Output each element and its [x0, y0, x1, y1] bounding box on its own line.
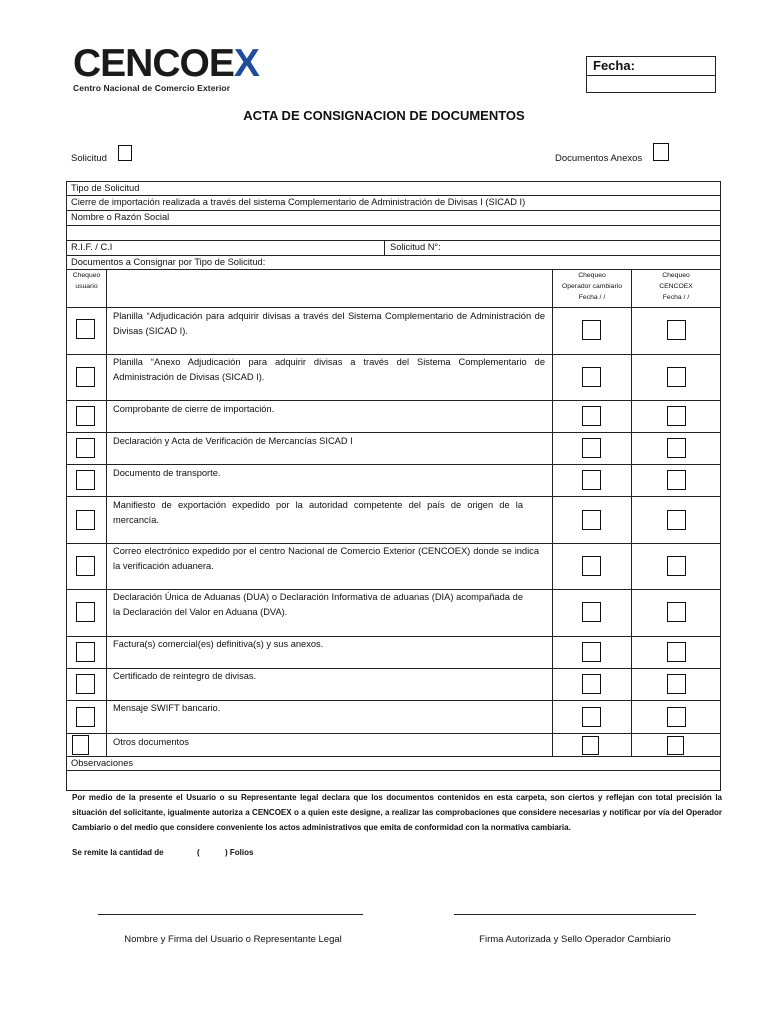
logo-subtitle: Centro Nacional de Comercio Exterior [73, 83, 231, 93]
folios-count-field[interactable] [203, 846, 225, 860]
cencoex-checkbox[interactable] [667, 438, 686, 458]
operador-checkbox[interactable] [582, 406, 601, 426]
operador-checkbox[interactable] [582, 320, 601, 340]
operador-checkbox[interactable] [582, 367, 601, 387]
declaration-text: Por medio de la presente el Usuario o su Representante legal declara que los documentos contenidos en esta carpeta, son ciertos y reflejan con total precisión la situación del solicitante, igualmente autoriza a CENCOEX o a quien este designe, a realizar las comprobaciones que considere necesarias y notificar por vía del Operador Cambiario o del medio que considere conveniente los actos administrativos que emita de conformidad con la normativa cambiaria. [72, 793, 722, 832]
nombre-razon-social-label: Nombre o Razón Social [71, 212, 170, 222]
usuario-checkbox[interactable] [76, 319, 95, 339]
cencoex-checkbox[interactable] [667, 320, 686, 340]
signature-label-operator: Firma Autorizada y Sello Operador Cambiario [479, 934, 671, 945]
usuario-checkbox[interactable] [76, 470, 95, 490]
col-header-cencoex: Chequeo CENCOEX Fecha / / [659, 272, 693, 301]
usuario-checkbox[interactable] [76, 510, 95, 530]
operador-checkbox[interactable] [582, 707, 601, 727]
cencoex-checkbox[interactable] [667, 470, 686, 490]
cencoex-checkbox[interactable] [667, 707, 686, 727]
usuario-checkbox[interactable] [72, 735, 89, 755]
usuario-checkbox[interactable] [76, 642, 95, 662]
usuario-checkbox[interactable] [76, 602, 95, 622]
logo-wordmark: CENCOEX [73, 42, 259, 85]
solicitud-label: Solicitud [71, 153, 107, 164]
usuario-checkbox[interactable] [76, 674, 95, 694]
cencoex-checkbox[interactable] [667, 674, 686, 694]
usuario-checkbox[interactable] [76, 707, 95, 727]
document-label: Correo electrónico expedido por el centro Nacional de Comercio Exterior (CENCOEX) donde se indica la verificación aduanera. [113, 546, 539, 571]
usuario-checkbox[interactable] [76, 438, 95, 458]
operador-checkbox[interactable] [582, 556, 601, 576]
signature-line-user[interactable] [98, 914, 363, 915]
folios-open-paren: ( [197, 848, 200, 857]
nombre-razon-social-field[interactable] [67, 226, 720, 240]
operador-checkbox[interactable] [582, 510, 601, 530]
folios-label: Se remite la cantidad de [72, 848, 164, 857]
document-label: Declaración y Acta de Verificación de Mercancías SICAD I [113, 436, 353, 446]
operador-checkbox[interactable] [582, 642, 601, 662]
observaciones-field[interactable] [67, 771, 720, 790]
document-label: Documento de transporte. [113, 468, 221, 478]
fecha-input[interactable] [587, 76, 715, 92]
operador-checkbox[interactable] [582, 438, 601, 458]
document-label: Factura(s) comercial(es) definitiva(s) y sus anexos. [113, 639, 324, 649]
operador-checkbox[interactable] [582, 736, 599, 755]
cencoex-checkbox[interactable] [667, 642, 686, 662]
folios-close-label: ) Folios [225, 848, 254, 857]
document-label: Otros documentos [113, 737, 189, 747]
document-label: Planilla “Adjudicación para adquirir divisas a través del Sistema Complementario de Administración de Divisas (SICAD I). [113, 311, 545, 336]
document-label: Certificado de reintegro de divisas. [113, 671, 257, 681]
document-label: Declaración Única de Aduanas (DUA) o Declaración Informativa de aduanas (DIA) acompañada de la Declaración del Valor en Aduana (DVA). [113, 592, 523, 617]
cencoex-checkbox[interactable] [667, 406, 686, 426]
signature-label-user: Nombre y Firma del Usuario o Representante Legal [124, 934, 342, 945]
fecha-box [586, 56, 716, 93]
operador-checkbox[interactable] [582, 674, 601, 694]
documentos-anexos-label: Documentos Anexos [555, 153, 643, 164]
fecha-label: Fecha: [587, 57, 715, 76]
cencoex-logo [73, 44, 259, 93]
solicitud-numero-label: Solicitud N°: [390, 242, 441, 252]
cencoex-checkbox[interactable] [667, 602, 686, 622]
observaciones-label: Observaciones [71, 758, 134, 768]
cencoex-checkbox[interactable] [667, 367, 686, 387]
operador-checkbox[interactable] [582, 602, 601, 622]
document-label: Mensaje SWIFT bancario. [113, 703, 221, 713]
operador-checkbox[interactable] [582, 470, 601, 490]
document-label: Planilla “Anexo Adjudicación para adquirir divisas a través del Sistema Complementario de Administración de Divisas (SICAD I). [113, 357, 545, 382]
documentos-consignar-label: Documentos a Consignar por Tipo de Solicitud: [71, 257, 266, 267]
usuario-checkbox[interactable] [76, 556, 95, 576]
cierre-importacion-label: Cierre de importación realizada a través del sistema Complementario de Administración de Divisas I (SICAD I) [71, 197, 526, 207]
cencoex-checkbox[interactable] [667, 510, 686, 530]
document-label: Comprobante de cierre de importación. [113, 404, 275, 414]
rif-label: R.I.F. / C.I [71, 242, 113, 252]
document-label: Manifiesto de exportación expedido por la autoridad competente del país de origen de la mercancía. [113, 500, 523, 525]
solicitud-checkbox[interactable] [118, 145, 132, 161]
tipo-solicitud-label: Tipo de Solicitud [71, 183, 140, 193]
page-title: ACTA DE CONSIGNACION DE DOCUMENTOS [243, 108, 525, 123]
usuario-checkbox[interactable] [76, 367, 95, 387]
documentos-anexos-checkbox[interactable] [653, 143, 669, 161]
col-header-usuario: Chequeo usuario [72, 272, 101, 290]
usuario-checkbox[interactable] [76, 406, 95, 426]
signature-line-operator[interactable] [454, 914, 696, 915]
cencoex-checkbox[interactable] [667, 736, 684, 755]
col-header-operador: Chequeo Operador cambiario Fecha / / [561, 272, 623, 301]
cencoex-checkbox[interactable] [667, 556, 686, 576]
